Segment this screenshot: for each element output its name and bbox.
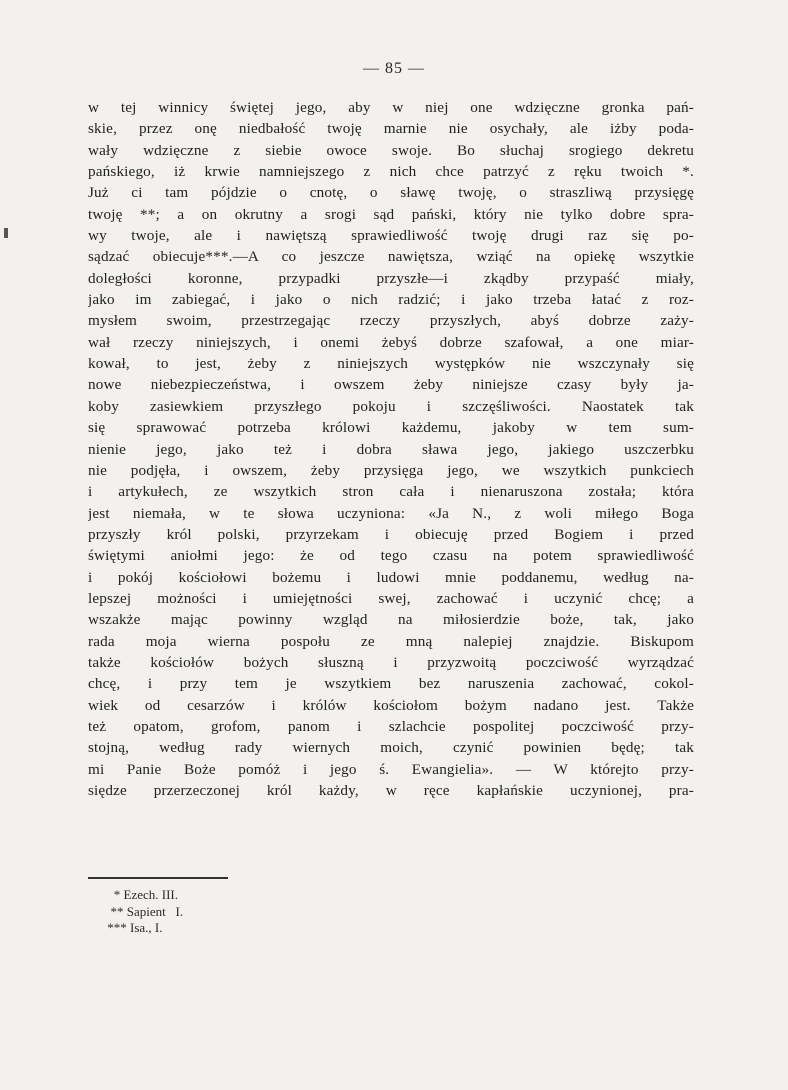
text-line: wał rzeczy niniejszych, i onemi żebyś dobrze szafował, a one miar- (88, 333, 694, 351)
text-line: wały wdzięczne z siebie owoce swoje. Bo słuchaj srogiego dekretu (88, 141, 694, 159)
scan-edge-mark (4, 228, 8, 238)
text-line: wszakże mając powinny wzgląd na miłosierdzie boże, tak, jako (88, 611, 694, 629)
text-line: nowe niebezpieczeństwa, i owszem żeby niniejsze czasy były ja- (88, 376, 694, 394)
text-line: i artykułech, ze wszytkich stron cała i nienaruszona została; która (88, 483, 694, 501)
text-line: jest niemała, w te słowa uczyniona: «Ja N., z woli miłego Boga (88, 504, 694, 522)
text-line: koby zasiewkiem przyszłego pokoju i szczęśliwości. Naostatek tak (88, 397, 694, 415)
text-line: kował, to jest, żeby z niniejszych występków nie wszczynały się (88, 355, 694, 373)
text-line: mi Panie Boże pomóż i jego ś. Ewangielia». — W którejto przy- (88, 760, 694, 778)
text-line: twoję **; a on okrutny a srogi sąd pański, który nie tylko dobre spra- (88, 205, 694, 223)
text-line: Już ci tam pójdzie o cnotę, o sławę twoję, o straszliwą przysięgę (88, 184, 694, 202)
text-line: też opatom, grofom, panom i szlachcie pospolitej poczciwość przy- (88, 717, 694, 735)
text-line: się sprawować potrzeba królowi każdemu, jakoby w tem sum- (88, 419, 694, 437)
text-line: mysłem swoim, przestrzegając rzeczy przyszłych, abyś dobrze zaży- (88, 312, 694, 330)
text-line: świętymi aniołmi jego: że od tego czasu na potem sprawiedliwość (88, 547, 694, 565)
footnotes (104, 887, 183, 937)
text-line: i pokój kościołowi bożemu i ludowi mnie poddanemu, według na- (88, 568, 694, 586)
footnote: ** Sapient I. (104, 903, 184, 919)
text-line: chcę, i przy tem je wszytkiem bez naruszenia zachować, cokol- (88, 675, 694, 693)
text-line: skie, przez onę niedbałość twoję marnie nie osychały, ale iżby poda- (88, 120, 694, 138)
footnote: *** Isa., I. (104, 920, 163, 935)
text-line: wy twoje, ale i nawiętszą sprawiedliwość twoję drugi raz się po- (88, 227, 694, 245)
text-line: jako im zabiegać, i jako o nich radzić; i jako trzeba łatać z roz- (88, 291, 694, 309)
text-line: pańskiego, iż krwie namniejszego z nich chce patrzyć z ręku twoich *. (88, 163, 694, 181)
text-line: w tej winnicy świętej jego, aby w niej one wdzięczne gronka pań- (88, 99, 694, 116)
text-line: sądzać obiecuje***.—A co jeszcze nawiętsza, wziąć na opiekę wszytkie (88, 248, 694, 266)
text-line: doległości koronne, przypadki przyszłe—i zkądby przypaść miały, (88, 269, 694, 287)
text-line: nie podjęła, i owszem, żeby przysięga jego, we wszytkich punkciech (88, 461, 694, 479)
text-line: nienie jego, jako też i dobra sława jego, jakiego uszczerbku (88, 440, 694, 458)
text-line: rada moja wierna pospołu ze mną nalepiej znajdzie. Biskupom (88, 632, 694, 650)
text-line: wiek od cesarzów i królów kościołom bożym nadano jest. Także (88, 696, 694, 714)
text-line: stojną, według rady wiernych moich, czynić powinien będę; tak (88, 739, 694, 757)
footnote-divider (88, 877, 228, 879)
footnote: * Ezech. III. (104, 887, 178, 902)
text-line: lepszej możności i umiejętności swej, zachować i uczynić chcę; a (88, 589, 694, 607)
text-line: przyszły król polski, przyrzekam i obiecuję przed Bogiem i przed (88, 525, 694, 543)
text-line: siędze przerzeczonej król każdy, w ręce kapłańskie uczynionej, pra- (88, 782, 694, 799)
text-line: także kościołów bożych słuszną i przyzwoitą poczciwość wyrządzać (88, 653, 694, 671)
page-number: — 85 — (363, 60, 425, 77)
body-text (88, 97, 694, 801)
